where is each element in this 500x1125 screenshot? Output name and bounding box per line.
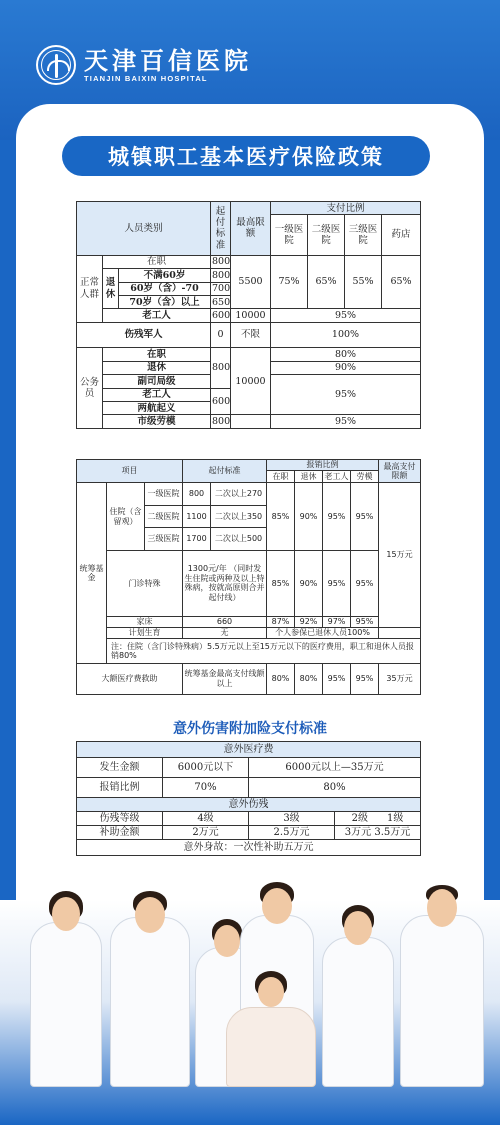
dae-r3: 95% bbox=[323, 664, 351, 695]
acc-r1: 70% bbox=[163, 778, 249, 798]
h2-qifu: 起付标准 bbox=[183, 460, 267, 483]
c-v800b: 800 bbox=[212, 416, 231, 428]
h-level2: 二级医院 bbox=[308, 215, 345, 255]
acc-s1: 3.5万元 bbox=[374, 826, 411, 838]
jc-r4: 95% bbox=[351, 616, 379, 627]
mz-r2: 90% bbox=[295, 551, 323, 617]
p95a: 95% bbox=[271, 309, 421, 322]
jc-r2: 92% bbox=[295, 616, 323, 627]
mz-r3: 95% bbox=[323, 551, 351, 617]
group-normal: 正常人群 bbox=[77, 255, 103, 322]
hospital-logo-icon bbox=[36, 45, 76, 85]
jiachuang: 家床 bbox=[107, 616, 183, 627]
acc-amount: 发生金额 bbox=[77, 758, 163, 778]
c-v600: 600 bbox=[211, 388, 231, 415]
row-60-70: 60岁（含）-70 bbox=[119, 282, 211, 295]
p75: 75% bbox=[271, 255, 308, 309]
zy-r1: 85% bbox=[267, 483, 295, 551]
jc-r3: 97% bbox=[323, 616, 351, 627]
c-lianghang: 两航起义 bbox=[103, 402, 211, 415]
jihua: 计划生育 bbox=[107, 628, 183, 639]
accident-table bbox=[76, 741, 421, 856]
v600: 600 bbox=[212, 309, 231, 321]
bukxian: 不限 bbox=[231, 322, 271, 347]
p100: 100% bbox=[271, 322, 421, 347]
hospital-name: 天津百信医院 bbox=[84, 45, 252, 75]
h-level1: 一级医院 bbox=[271, 215, 308, 255]
l1v: 800 bbox=[183, 483, 211, 506]
v800a: 800 bbox=[212, 256, 231, 268]
jh-v: 无 bbox=[183, 628, 267, 639]
p80: 80% bbox=[271, 348, 421, 361]
dae-r4: 95% bbox=[351, 664, 379, 695]
h2-item: 项目 bbox=[77, 460, 183, 483]
row-lt60: 不满60岁 bbox=[119, 269, 211, 282]
acc-death: 意外身故：一次性补助五万元 bbox=[77, 840, 421, 856]
acc-s4: 2万元 bbox=[163, 826, 249, 840]
l3b: 二次以上500 bbox=[211, 528, 267, 551]
menzhen: 门诊特殊 bbox=[107, 551, 183, 617]
h-pharmacy: 药店 bbox=[382, 215, 421, 255]
h-ratio: 支付比例 bbox=[271, 202, 421, 215]
h2-tuixiu: 退休 bbox=[295, 470, 323, 482]
acc-medical: 意外医疗费 bbox=[77, 742, 421, 758]
hospital-name-en: TIANJIN BAIXIN HOSPITAL bbox=[84, 73, 208, 83]
row-tuixiu: 退休 bbox=[103, 269, 119, 309]
staff-person bbox=[400, 875, 484, 1087]
acc-g1: 1级 bbox=[387, 812, 404, 824]
v0: 0 bbox=[211, 322, 231, 347]
h-max: 最高限额 bbox=[231, 202, 271, 256]
medical-staff-photo bbox=[30, 862, 490, 1087]
acc-ratio: 报销比例 bbox=[77, 778, 163, 798]
group-civil: 公务员 bbox=[77, 348, 103, 429]
hospital-header bbox=[36, 44, 252, 86]
l3v: 1700 bbox=[183, 528, 211, 551]
row-zaizhi: 在职 bbox=[103, 255, 211, 268]
basic-insurance-table bbox=[76, 201, 421, 429]
reimbursement-table bbox=[76, 459, 421, 695]
acc-g2: 2级 bbox=[351, 812, 368, 824]
acc-r2: 80% bbox=[249, 778, 421, 798]
max-5500: 5500 bbox=[231, 255, 271, 309]
staff-person bbox=[322, 897, 394, 1087]
h2-laomo: 劳模 bbox=[351, 470, 379, 482]
h2-lgr: 老工人 bbox=[324, 471, 349, 481]
acc-a2: 6000元以上—35万元 bbox=[249, 758, 421, 778]
acc-a1: 6000元以下 bbox=[163, 758, 249, 778]
p65b: 65% bbox=[382, 255, 421, 309]
zhuyuan: 住院（含留观） bbox=[107, 483, 145, 551]
l2: 二级医院 bbox=[145, 505, 183, 528]
mz-r1: 85% bbox=[267, 551, 295, 617]
mz-r4: 95% bbox=[351, 551, 379, 617]
l3: 三级医院 bbox=[145, 528, 183, 551]
acc-grade: 伤残等级 bbox=[77, 812, 163, 826]
acc-s2: 3万元 bbox=[344, 826, 372, 838]
acc-subsidy: 补助金额 bbox=[77, 826, 163, 840]
c-laogongren: 老工人 bbox=[103, 388, 211, 401]
acc-g4: 4级 bbox=[163, 812, 249, 826]
h2-ratio: 报销比例 bbox=[267, 460, 379, 471]
p65a: 65% bbox=[308, 255, 345, 309]
h-level3: 三级医院 bbox=[345, 215, 382, 255]
zy-r2: 90% bbox=[295, 483, 323, 551]
row-laogongren: 老工人 bbox=[103, 309, 211, 322]
acc-g3: 3级 bbox=[249, 812, 335, 826]
jc-r1: 87% bbox=[267, 616, 295, 627]
v650: 650 bbox=[212, 296, 231, 308]
l1: 一级医院 bbox=[145, 483, 183, 506]
acc-s2-s1 bbox=[335, 826, 421, 840]
patient-person bbox=[226, 967, 316, 1087]
p95b: 95% bbox=[271, 375, 421, 415]
v700: 700 bbox=[212, 283, 231, 295]
c-fusi: 副司局级 bbox=[103, 375, 211, 388]
tongchou: 统筹基金 bbox=[77, 483, 107, 664]
acc-s3: 2.5万元 bbox=[249, 826, 335, 840]
dae: 大额医疗费救助 bbox=[77, 664, 183, 695]
max-10000b: 10000 bbox=[231, 348, 271, 415]
staff-person bbox=[30, 887, 102, 1087]
v800b: 800 bbox=[212, 269, 231, 281]
dae-r2: 80% bbox=[295, 664, 323, 695]
c-zaizhi: 在职 bbox=[103, 348, 211, 361]
mz-std: 1300元/年 （同时发生住院或两种及以上特殊病，按就高原则合并起付线） bbox=[183, 551, 267, 617]
h2-zaizhi: 在职 bbox=[267, 470, 295, 482]
p95c: 95% bbox=[271, 415, 421, 429]
h-qifu: 起付标准 bbox=[211, 202, 231, 256]
max15: 15万元 bbox=[379, 483, 421, 628]
p55: 55% bbox=[345, 255, 382, 309]
l2b: 二次以上350 bbox=[211, 505, 267, 528]
zy-r4: 95% bbox=[351, 483, 379, 551]
staff-person bbox=[110, 877, 190, 1087]
l1b: 二次以上270 bbox=[211, 483, 267, 506]
c-shiji: 市级劳模 bbox=[103, 415, 211, 429]
h2-max: 最高支付限额 bbox=[379, 460, 421, 483]
dae-r1: 80% bbox=[267, 664, 295, 695]
zy-r3: 95% bbox=[323, 483, 351, 551]
accident-title: 意外伤害附加险支付标准 bbox=[173, 721, 327, 737]
l2v: 1100 bbox=[183, 505, 211, 528]
acc-disability: 意外伤残 bbox=[77, 798, 421, 812]
dae-std: 统筹基金最高支付线额以上 bbox=[183, 664, 267, 695]
blank-max bbox=[231, 415, 271, 429]
c-v800a: 800 bbox=[211, 348, 231, 388]
acc-g2-g1 bbox=[335, 812, 421, 826]
max-10000a: 10000 bbox=[231, 309, 271, 322]
blank-jh bbox=[379, 628, 421, 639]
jh-note: 个人参保已退休人员100% bbox=[267, 628, 379, 639]
note: 注：住院（含门诊特殊病）5.5万元以上至15万元以下的医疗费用，职工和退休人员报销80% bbox=[107, 639, 421, 664]
row-70up: 70岁（含）以上 bbox=[119, 296, 211, 309]
row-shangcan: 伤残军人 bbox=[77, 322, 211, 347]
p90: 90% bbox=[271, 361, 421, 374]
h-category: 人员类别 bbox=[77, 202, 211, 256]
c-tuixiu: 退休 bbox=[103, 361, 211, 374]
page-title: 城镇职工基本医疗保险政策 bbox=[62, 136, 430, 176]
jc-v: 660 bbox=[183, 616, 267, 627]
max35: 35万元 bbox=[379, 664, 421, 695]
